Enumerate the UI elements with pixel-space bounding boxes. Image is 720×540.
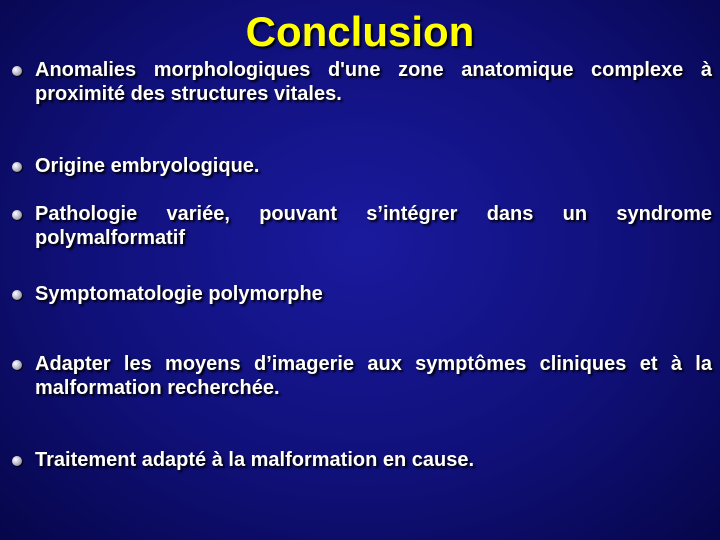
bullet-item-5: [12, 352, 712, 400]
bullet-text: Origine embryologique.: [35, 155, 260, 177]
bullet-text: Traitement adapté à la malformation en cause.: [35, 449, 475, 471]
bullet-item-2: [12, 154, 712, 178]
bullet-text: Anomalies morphologiques d'une zone anatomique complexe à proximité des structures vitales.: [35, 59, 712, 105]
slide-title: Conclusion: [245, 8, 475, 55]
bullet-text: Adapter les moyens d’imagerie aux symptômes cliniques et à la malformation recherchée.: [35, 353, 712, 399]
bullet-item-3: [12, 202, 712, 250]
bullet-icon: [12, 66, 22, 76]
bullet-item-4: [12, 282, 712, 306]
bullet-icon: [12, 210, 22, 220]
bullet-item-6: [12, 448, 712, 472]
bullet-item-1: [12, 58, 712, 106]
bullet-icon: [12, 360, 22, 370]
bullet-icon: [12, 290, 22, 300]
bullet-icon: [12, 162, 22, 172]
bullet-text: Symptomatologie polymorphe: [35, 283, 323, 305]
bullet-icon: [12, 456, 22, 466]
bullet-text: Pathologie variée, pouvant s’intégrer dans un syndrome polymalformatif: [35, 203, 712, 249]
